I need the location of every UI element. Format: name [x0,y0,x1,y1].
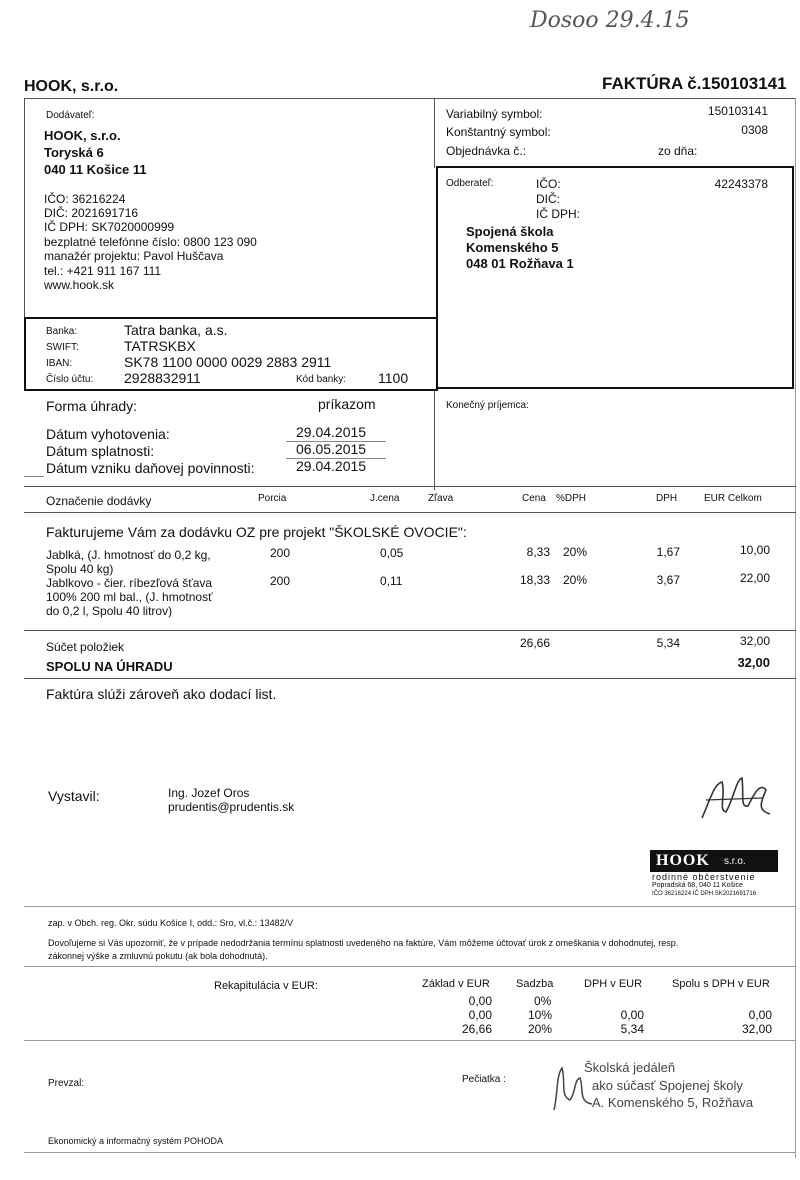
issuer-signature-icon [696,770,776,830]
items-intro: Fakturujeme Vám za dodávku OZ pre projekt "ŠKOLSKÉ OVOCIE": [46,524,467,540]
notice-line-1: Dovoľujeme si Vás upozorniť, že v prípade nedodržania termínu splatnosti uvedeného na faktúre, Vám môžeme účtovať úrok z omeškania v dohodnutej, resp. [48,938,679,948]
supplier-name: HOOK, s.r.o. [44,128,121,143]
tax-date-value: 29.04.2015 [296,458,367,474]
recap-row-3-vat: 5,34 [620,1022,644,1036]
right-frame-line [795,98,796,1158]
constant-symbol-value: 0308 [741,123,768,137]
supplier-web: www.hook.sk [44,278,115,292]
customer-icdph-label: IČ DPH: [536,207,581,221]
school-stamp-line-2: ako súčasť Spojenej školy [592,1078,743,1093]
col-header-vat-pct: %DPH [556,493,587,504]
items-sum-price: 26,66 [519,636,550,650]
hook-stamp-tagline: rodinné občerstvenie [652,872,756,882]
issue-date-label: Dátum vyhotovenia: [46,426,170,442]
iban-label: IBAN: [46,358,73,369]
supplier-icdph: IČ DPH: SK7020000999 [44,220,175,234]
item-2-desc-line1: Jablkovo - čier. ríbezľová šťava [46,576,213,590]
items-sum-line [24,630,796,631]
items-sum-vat: 5,34 [656,636,680,650]
customer-ico-value: 42243378 [714,177,768,191]
recap-row-3-base: 26,66 [461,1022,492,1036]
recap-row-2-rate: 10% [528,1008,553,1022]
tax-date-label: Dátum vzniku daňovej povinnosti: [46,460,255,476]
item-2-vat: 3,67 [656,573,680,587]
iban-value: SK78 1100 0000 0029 2883 2911 [124,354,332,370]
customer-street: Komenského 5 [466,240,559,255]
due-date-value: 06.05.2015 [296,441,367,457]
variable-symbol-value: 150103141 [707,104,768,118]
account-value: 2928832911 [124,370,201,386]
stamp-label: Pečiatka : [462,1074,506,1085]
items-header-line [24,512,796,513]
issue-date-value: 29.04.2015 [296,424,367,440]
recap-title: Rekapitulácia v EUR: [214,980,318,992]
recap-bottom-line [24,1040,796,1041]
supplier-manager: manažér projektu: Pavol Huščava [44,249,224,263]
customer-name: Spojená škola [466,224,554,239]
order-date-label: zo dňa: [658,144,698,158]
recap-row-3-total: 32,00 [741,1022,772,1036]
constant-symbol-label: Konštantný symbol: [446,125,551,139]
item-2-unit-price: 0,11 [380,574,403,588]
order-number-label: Objednávka č.: [446,144,527,158]
hook-stamp-logo-suffix: s.r.o. [724,856,746,867]
school-stamp-line-3: A. Komenského 5, Rožňava [592,1095,754,1110]
delivery-note-text: Faktúra slúži zároveň ako dodací list. [46,686,277,702]
bank-name: Tatra banka, a.s. [124,322,228,338]
col-header-vat: DPH [656,493,678,504]
hook-stamp-address: Popradská 68, 040 11 Košice [652,882,743,889]
supplier-street: Toryská 6 [44,145,104,160]
recap-row-1-rate: 0% [534,994,552,1008]
items-top-line [24,486,796,487]
item-1-price: 8,33 [526,545,550,559]
recap-row-2-vat: 0,00 [620,1008,644,1022]
col-header-portion: Porcia [258,493,287,504]
middle-frame-line [434,98,435,168]
items-sum-label: Súčet položiek [46,640,125,654]
swift-label: SWIFT: [46,342,79,353]
supplier-city: 040 11 Košice 11 [44,162,147,177]
hook-stamp-ids: IČO 36216224 IČ DPH SK2021691716 [652,891,757,897]
recap-header-base: Základ v EUR [422,978,490,990]
col-header-discount: Zľava [428,493,454,504]
payment-form-value: príkazom [318,396,376,412]
supplier-ico: IČO: 36216224 [44,192,126,206]
due-date-label: Dátum splatnosti: [46,443,155,459]
bank-code-label: Kód banky: [296,374,347,385]
final-recipient-label: Konečný príjemca: [446,400,529,411]
left-frame-line [24,98,25,318]
item-2-total: 22,00 [739,571,770,585]
item-2-vat-pct: 20% [563,573,588,587]
customer-box [436,166,794,389]
recap-top-line [24,966,796,967]
item-1-desc-line1: Jablká, (J. hmotnosť do 0,2 kg, [46,548,211,562]
fold-mark [24,476,44,477]
item-1-vat: 1,67 [656,545,680,559]
customer-label: Odberateľ: [446,178,494,189]
supplier-phone-free: bezplatné telefónne číslo: 0800 123 090 [44,235,257,249]
supplier-dic: DIČ: 2021691716 [44,206,139,220]
handwritten-date-note: Dosoo 29.4.15 [530,8,690,33]
issuer-email: prudentis@prudentis.sk [168,800,295,814]
item-1-portion: 200 [270,546,291,560]
customer-city: 048 01 Rožňava 1 [466,256,574,271]
issuer-label: Vystavil: [48,788,100,804]
col-header-designation: Označenie dodávky [46,494,152,508]
top-frame-line [24,98,796,99]
bank-label: Banka: [46,326,78,337]
invoice-title: FAKTÚRA č.150103141 [602,74,787,93]
swift-value: TATRSKBX [124,338,196,354]
recap-header-vat: DPH v EUR [584,978,643,990]
payment-form-label: Forma úhrady: [46,398,138,414]
supplier-label: Dodávateľ: [46,110,95,121]
variable-symbol-label: Variabilný symbol: [446,107,543,121]
items-bottom-line [24,678,796,679]
col-header-total: EUR Celkom [704,493,762,504]
customer-ico-label: IČO: [536,177,561,191]
footer-software: Ekonomický a informačný systém POHODA [48,1136,224,1146]
col-header-unit-price: J.cena [370,493,400,504]
item-1-unit-price: 0,05 [380,546,404,560]
amount-due-label: SPOLU NA ÚHRADU [46,659,173,674]
recap-row-1-base: 0,00 [468,994,492,1008]
notice-line-2: zákonnej výške a zmluvnú pokutu (ak bola dohodnutá). [48,951,268,961]
company-name-header: HOOK, s.r.o. [24,78,119,95]
hook-stamp-logo-bar [650,850,778,872]
recap-header-total: Spolu s DPH v EUR [672,978,770,990]
col-header-price: Cena [522,493,546,504]
supplier-tel: tel.: +421 911 167 111 [44,264,162,278]
customer-dic-label: DIČ: [536,192,560,206]
bank-code-value: 1100 [378,370,409,386]
received-label: Prevzal: [48,1078,85,1089]
recap-header-rate: Sadzba [516,978,554,990]
item-1-total: 10,00 [739,543,770,557]
register-text: zap. v Obch. reg. Okr. súdu Košice I, odd.: Sro, vl.č.: 13482/V [48,918,294,928]
footer-top-line [24,906,796,907]
issuer-name: Ing. Jozef Oros [168,786,250,800]
account-label: Číslo účtu: [46,374,94,385]
recap-row-2-base: 0,00 [468,1008,492,1022]
item-1-vat-pct: 20% [563,545,588,559]
school-stamp-line-1: Školská jedáleň [584,1060,676,1075]
receiver-signature-icon [548,1058,598,1118]
hook-stamp-logo: HOOK [656,852,710,869]
recap-row-3-rate: 20% [528,1022,553,1036]
footer-bottom-line [24,1152,796,1153]
recap-row-2-total: 0,00 [748,1008,772,1022]
items-sum-total: 32,00 [739,634,770,648]
item-2-desc-line3: do 0,2 l, Spolu 40 litrov) [46,604,173,618]
item-2-desc-line2: 100% 200 ml bal., (J. hmotnosť [46,590,213,604]
item-2-portion: 200 [270,574,291,588]
dates-divider-line [434,390,435,490]
item-1-desc-line2: Spolu 40 kg) [46,562,114,576]
amount-due-total: 32,00 [737,655,770,670]
item-2-price: 18,33 [519,573,550,587]
